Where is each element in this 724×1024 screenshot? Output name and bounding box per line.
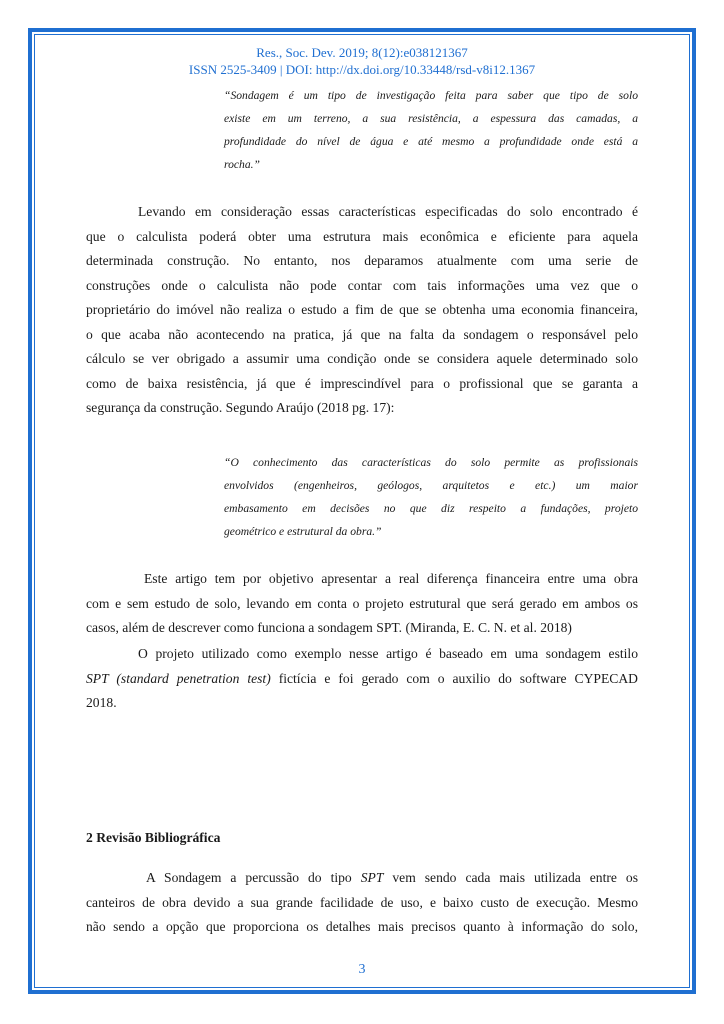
quote-line: rocha.” — [224, 158, 260, 171]
paragraph-line: construções onde o calculista não pode contar com tais informações uma vez que o — [86, 277, 638, 293]
paragraph-line: 2018. — [86, 695, 117, 710]
paragraph-text: A Sondagem a percussão do tipo — [146, 870, 361, 885]
journal-citation: Res., Soc. Dev. 2019; 8(12):e038121367 — [256, 45, 468, 60]
quote-line: profundidade do nível de água e até mesmo a profundidade onde está a — [224, 135, 638, 148]
paragraph-text: fictícia e foi gerado com o auxilio do software CYPECAD — [270, 670, 638, 686]
paragraph-objetivo — [86, 567, 638, 641]
section-heading: 2 Revisão Bibliográfica — [86, 830, 221, 845]
quote-line: embasamento em decisões no que diz respeito a fundações, projeto — [224, 502, 638, 515]
block-quote-araujo — [224, 451, 638, 543]
paragraph-line: que o calculista poderá obter uma estrutura mais econômica e eficiente para aquela — [86, 228, 638, 244]
paragraph-line: casos, além de descrever como funciona a sondagem SPT. (Miranda, E. C. N. et al. 2018) — [86, 620, 572, 635]
paragraph-line: Este artigo tem por objetivo apresentar a real diferença financeira entre uma obra — [144, 571, 638, 586]
quote-line: envolvidos (engenheiros, geólogos, arquitetos e etc.) um maior — [224, 479, 638, 492]
paragraph-line: O projeto utilizado como exemplo nesse artigo é baseado em uma sondagem estilo — [138, 646, 638, 661]
block-quote-sondagem — [224, 84, 638, 176]
journal-issn-doi: ISSN 2525-3409 | DOI: http://dx.doi.org/10.33448/rsd-v8i12.1367 — [188, 62, 536, 77]
paragraph-sondagem-spt — [86, 866, 638, 940]
spt-term: SPT — [360, 870, 384, 885]
paragraph-line: o que acaba não acontecendo na pratica, já que na falta da sondagem o responsável pelo — [86, 326, 638, 342]
spt-term: SPT (standard penetration test) — [86, 670, 271, 686]
paragraph-line: com e sem estudo de solo, levando em conta o projeto estrutural que será gerado em ambos os — [86, 595, 638, 611]
paragraph-line: não sendo a opção que proporciona os detalhes mais precisos quanto à informação do solo, — [86, 919, 638, 934]
quote-line: geométrico e estrutural da obra.” — [224, 525, 382, 538]
paragraph-text: vem sendo cada mais utilizada entre os — [383, 870, 638, 885]
paragraph-line: canteiros de obra devido a sua grande facilidade de uso, e baixo custo de execução. Mesmo — [86, 894, 638, 910]
quote-line: “O conhecimento das características do solo permite as profissionais — [224, 456, 638, 469]
paragraph-projeto — [86, 642, 638, 716]
paragraph-line: cálculo se ver obrigado a assumir uma condição onde se considera aquele determinado solo — [86, 351, 638, 366]
paragraph-line — [86, 866, 638, 891]
paragraph-line: determinada construção. No entanto, nos deparamos atualmente com uma serie de — [86, 253, 638, 268]
page-number: 3 — [358, 962, 366, 977]
quote-line: “Sondagem é um tipo de investigação feita para saber que tipo de solo — [224, 89, 638, 102]
quote-line: existe em um terreno, a sua resistência, a espessura das camadas, a — [224, 112, 638, 125]
paragraph-line: proprietário do imóvel não realiza o estudo a fim de que se obtenha uma economia financeira, — [86, 302, 638, 317]
paragraph-line: segurança da construção. Segundo Araújo (2018 pg. 17): — [86, 400, 395, 415]
paragraph-line: como de baixa resistência, já que é imprescindível para o profissional que se garanta a — [86, 375, 638, 391]
paragraph-line — [86, 667, 638, 692]
paragraph-caracteristicas — [86, 200, 638, 421]
paragraph-line: Levando em consideração essas características especificadas do solo encontrado é — [138, 204, 638, 219]
